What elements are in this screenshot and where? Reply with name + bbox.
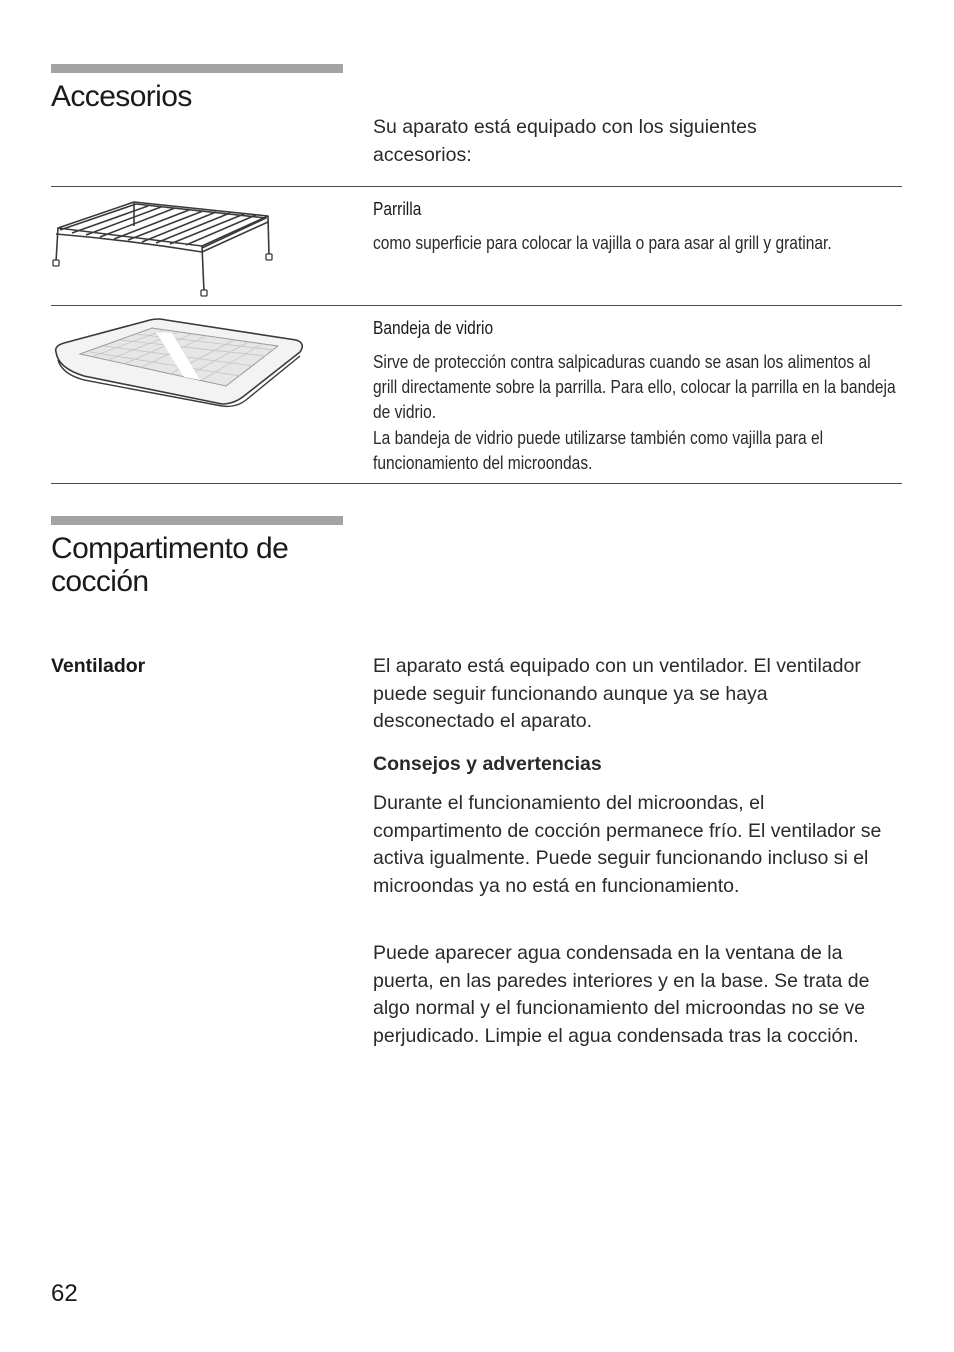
divider — [51, 305, 902, 306]
section-title-line: cocción — [51, 565, 149, 598]
accessory-description-bandeja-extra: La bandeja de vidrio puede utilizarse también como vajilla para el funcionamiento del microondas. — [373, 427, 824, 473]
section-title-line: Compartimento de — [51, 532, 289, 565]
compartment-paragraph: Durante el funcionamiento del microondas, el compartimento de cocción permanece frío. El ventilador se activa igualmente. Puede seguir funcionando incluso si el microondas ya no está en funcionamiento. — [373, 792, 882, 897]
section-title-accessories: Accesorios — [51, 80, 192, 113]
accessory-description-parrilla: como superficie para colocar la vajilla o para asar al grill y gratinar. — [373, 232, 832, 253]
divider — [51, 483, 902, 484]
compartment-paragraph: Puede aparecer agua condensada en la ventana de la puerta, en las paredes interiores y en la base. Se trata de algo normal y el funcionamiento del microondas no se ve perjudicado. Limpie el agua condensada tras la cocción. — [373, 942, 870, 1047]
divider — [51, 186, 902, 187]
subheading-tips: Consejos y advertencias — [373, 753, 602, 775]
glass-tray-icon — [50, 316, 306, 410]
accessories-intro: Su aparato está equipado con los siguientes accesorios: — [373, 116, 757, 166]
side-label-ventilador: Ventilador — [51, 655, 146, 677]
section-bar-compartment — [51, 516, 343, 525]
accessory-name-bandeja: Bandeja de vidrio — [373, 317, 494, 338]
accessory-name-parrilla: Parrilla — [373, 198, 422, 219]
section-title-compartment — [51, 532, 288, 598]
page-number: 62 — [51, 1280, 78, 1307]
section-bar-accessories — [51, 64, 343, 73]
wire-rack-icon — [48, 196, 280, 300]
accessory-description-bandeja: Sirve de protección contra salpicaduras cuando se asan los alimentos al grill directamente sobre la parrilla. Para ello, colocar la parrilla en la bandeja de vidrio. — [373, 351, 896, 422]
compartment-paragraph: El aparato está equipado con un ventilador. El ventilador puede seguir funcionando aunque ya se haya desconectado el aparato. — [373, 655, 861, 732]
